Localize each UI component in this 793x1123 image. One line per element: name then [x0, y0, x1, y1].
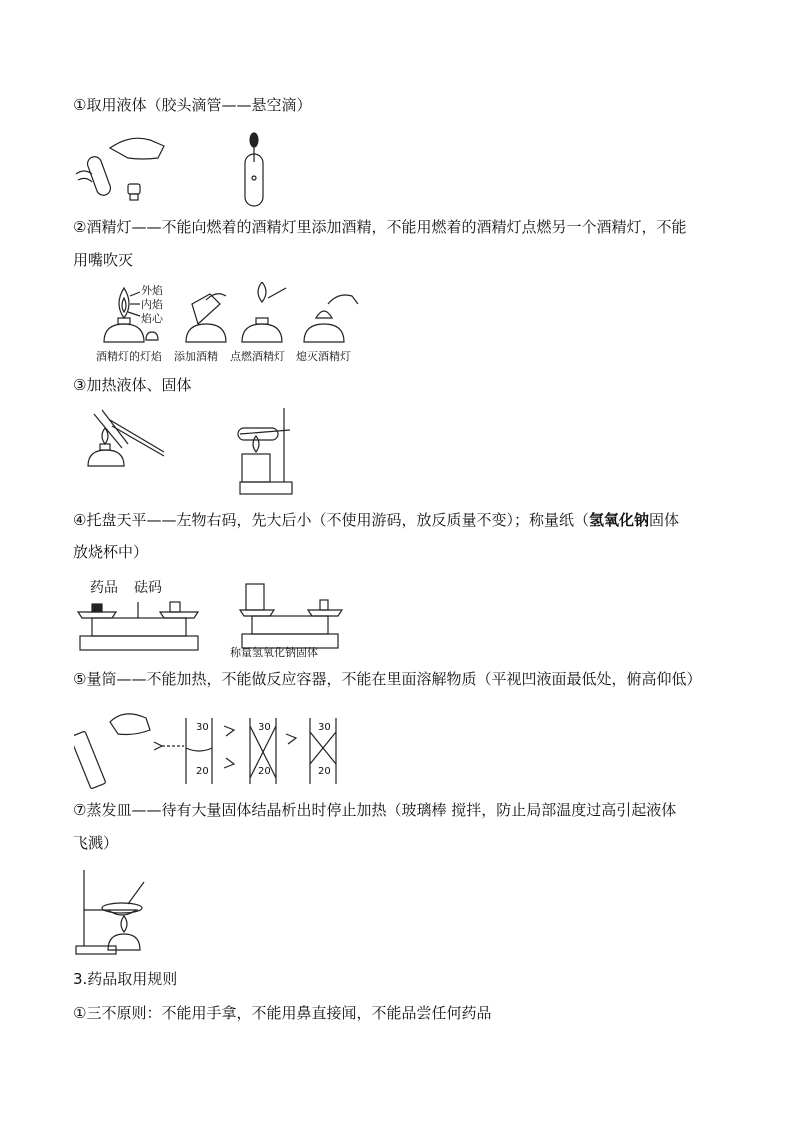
evaporating-dish-illustration — [72, 866, 168, 958]
section-4-bold-naoh: 氢氧化钠 — [588, 511, 649, 529]
lamp-flame-1 — [119, 288, 129, 318]
section-4-text-a: ④托盘天平——左物右码，先大后小（不使用游码，放反质量不变）；称量纸（ — [73, 511, 589, 529]
cyl1-mark-bottom: 20 — [196, 766, 209, 777]
section-1-title: ①取用液体（胶头滴管——悬空滴） — [73, 96, 312, 114]
balance-label-weights: 砝码 — [134, 580, 162, 596]
heating-illustration — [80, 404, 310, 500]
lamp-caption-2: 添加酒精 — [174, 350, 218, 363]
cyl1-mark-top: 30 — [196, 722, 209, 733]
section-7-line-1: ⑦蒸发皿——待有大量固体结晶析出时停止加热（玻璃棒 搅拌，防止局部温度过高引起液体 — [73, 801, 677, 819]
cyl3-mark-bottom: 20 — [318, 766, 331, 777]
dropper-illustration — [72, 128, 282, 210]
balance-illustration — [72, 572, 352, 662]
lamp-body-1 — [104, 324, 144, 342]
cyl3-mark-top: 30 — [318, 722, 331, 733]
section-4-text-b: 固体 — [648, 511, 679, 529]
flame-label-core: 焰心 — [141, 312, 163, 325]
flame-label-outer: 外焰 — [141, 284, 163, 297]
section-4-line-2: 放烧杯中） — [73, 543, 149, 561]
lamp-caption-4: 熄灭酒精灯 — [296, 350, 351, 363]
section-3-title: ③加热液体、固体 — [73, 376, 192, 394]
section-4-line-1 — [73, 510, 679, 530]
lamp-caption-1: 酒精灯的灯焰 — [96, 350, 162, 363]
balance-caption: 称量氢氧化钠固体 — [230, 646, 318, 659]
graduated-cylinder-illustration — [74, 708, 354, 790]
flame-label-inner: 内焰 — [141, 298, 163, 311]
section-8-heading: 3.药品取用规则 — [73, 970, 178, 988]
section-5-title: ⑤量筒——不能加热，不能做反应容器，不能在里面溶解物质（平视凹液面最低处，俯高仰低） — [73, 670, 702, 688]
section-8-rule-1: ①三不原则：不能用手拿，不能用鼻直接闻，不能品尝任何药品 — [73, 1004, 492, 1022]
section-2-line-2: 用嘴吹灭 — [73, 251, 134, 269]
cyl2-mark-top: 30 — [258, 722, 271, 733]
lamp-caption-3: 点燃酒精灯 — [230, 350, 285, 363]
balance-label-medicine: 药品 — [90, 580, 118, 596]
cyl2-mark-bottom: 20 — [258, 766, 271, 777]
section-7-line-2: 飞溅） — [73, 834, 119, 852]
alcohol-lamp-illustration — [90, 282, 370, 366]
section-2-line-1: ②酒精灯——不能向燃着的酒精灯里添加酒精，不能用燃着的酒精灯点燃另一个酒精灯，不能 — [73, 218, 687, 236]
